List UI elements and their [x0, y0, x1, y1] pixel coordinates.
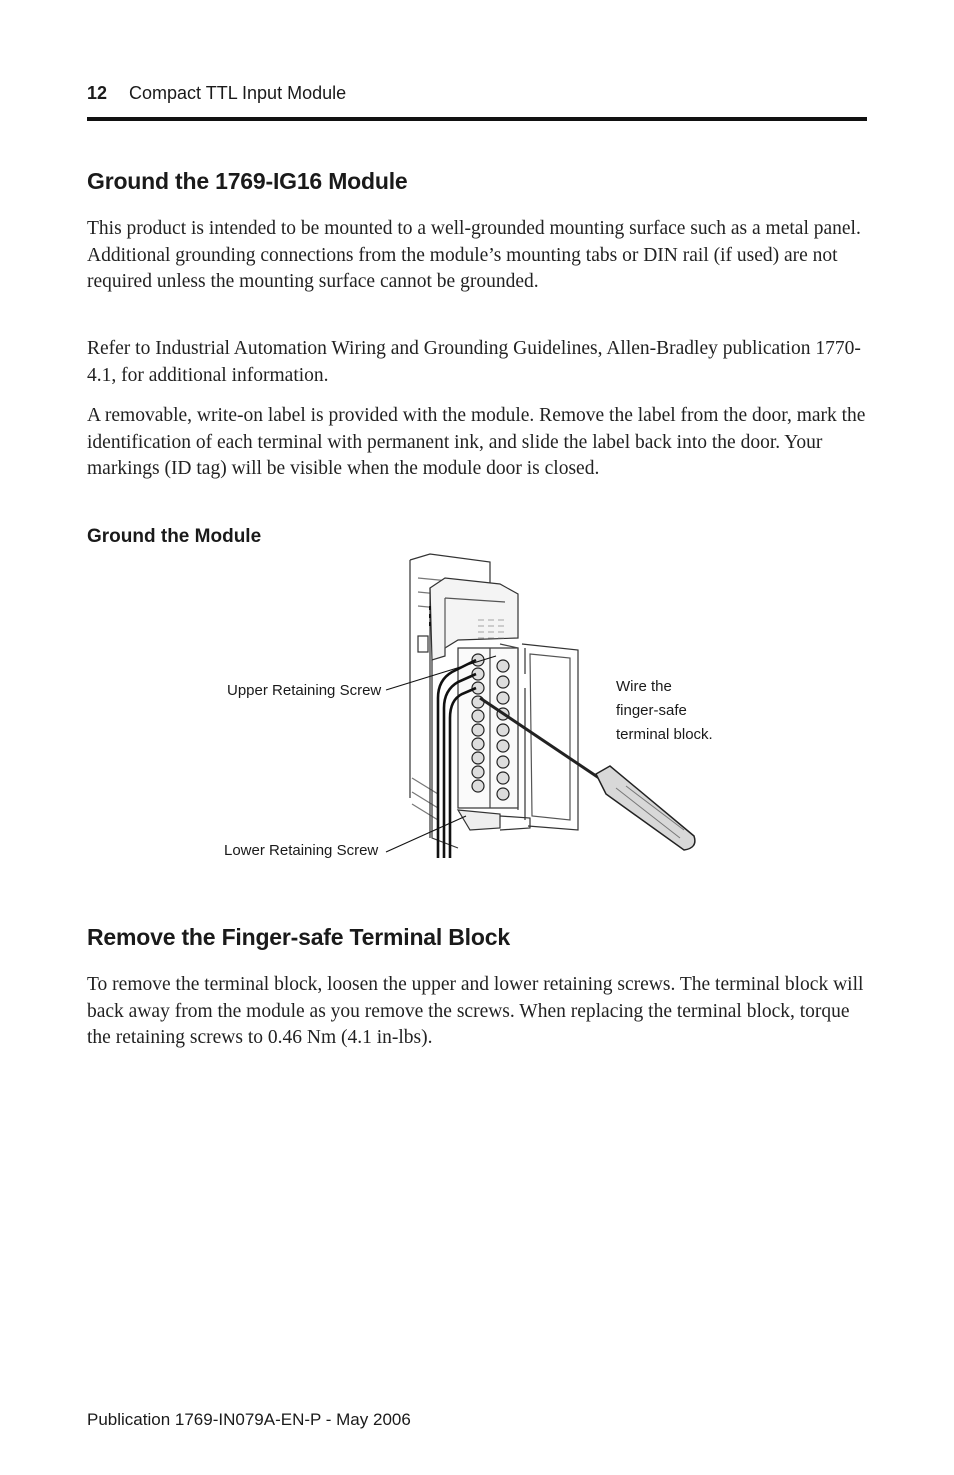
section-heading-ground-module: Ground the 1769-IG16 Module [87, 168, 408, 194]
label-wire-line3: terminal block. [616, 726, 713, 743]
figure-title: Ground the Module [87, 526, 262, 547]
publication-footer: Publication 1769-IN079A-EN-P - May 2006 [87, 1410, 411, 1429]
paragraph-guidelines: Refer to Industrial Automation Wiring and Grounding Guidelines, Allen-Bradley publication 1770-4.1, for additional information. [87, 338, 861, 386]
label-wire-line1: Wire the [616, 678, 672, 695]
header-rule [87, 117, 867, 121]
label-lower-retaining-screw: Lower Retaining Screw [224, 842, 379, 859]
header-title: Compact TTL Input Module [129, 83, 347, 103]
paragraph-label: A removable, write-on label is provided with the module. Remove the label from the door, mark the identification of each terminal with permanent ink, and slide the label back into the door. Your markings (ID tag) will be visible when the module door is closed. [87, 405, 866, 480]
page-number: 12 [87, 83, 108, 103]
label-wire-line2: finger-safe [616, 702, 687, 719]
paragraph-mounting: This product is intended to be mounted to a well-grounded mounting surface such as a metal panel. Additional grounding connections from the module’s mounting tabs or DIN rail (if used) are not required unless the mounting surface cannot be grounded. [87, 218, 861, 293]
section-heading-remove-terminal-block: Remove the Finger-safe Terminal Block [87, 924, 510, 950]
paragraph-remove-block: To remove the terminal block, loosen the upper and lower retaining screws. The terminal block will back away from the module as you remove the screws. When replacing the terminal block, torque the retaining screws to 0.46 Nm (4.1 in-lbs). [87, 974, 864, 1049]
ground-module-figure [200, 548, 760, 868]
page-header [87, 83, 867, 107]
label-upper-retaining-screw: Upper Retaining Screw [227, 682, 382, 699]
